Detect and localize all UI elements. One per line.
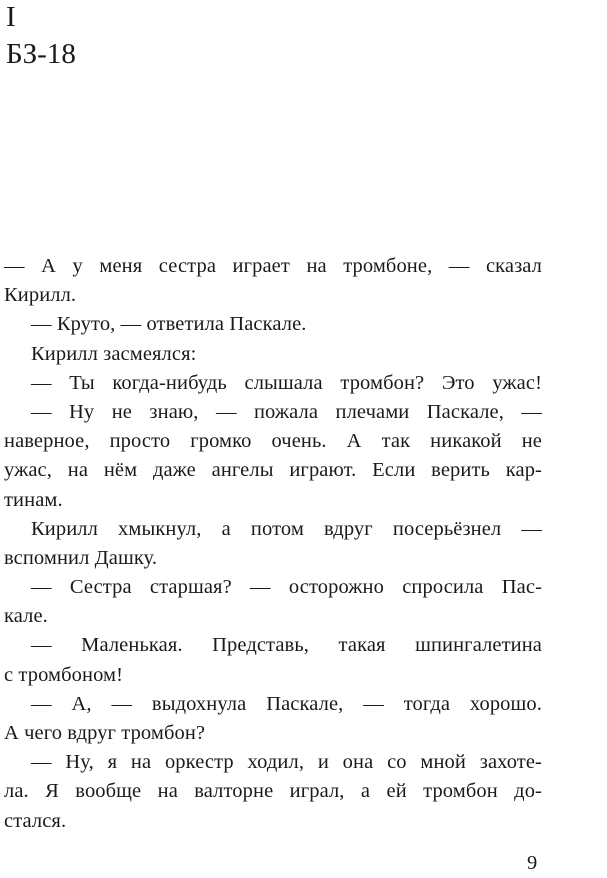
text-line: — Круто, — ответила Паскале. [31, 313, 307, 336]
text-line: ужас, на нём даже ангелы играют. Если верить кар- [4, 459, 542, 482]
text-line: — Ты когда-нибудь слышала тромбон? Это ужас! [31, 371, 542, 394]
text-line: вспомнил Дашку. [4, 546, 158, 569]
text-line: стался. [4, 809, 67, 832]
chapter-title: БЗ-18 [6, 38, 76, 70]
text-line: А чего вдруг тромбон? [4, 722, 206, 744]
body-text [4, 252, 542, 836]
page-number: 9 [527, 852, 538, 874]
text-line: — Ну, я на оркестр ходил, и она со мной захоте- [31, 751, 542, 774]
text-line: наверное, просто громко очень. А так никакой не [4, 430, 542, 453]
chapter-number: I [6, 1, 16, 33]
text-line: — Сестра старшая? — осторожно спросила Пас- [31, 576, 542, 599]
text-line: — А у меня сестра играет на тромбоне, — сказал [4, 255, 542, 277]
text-line: — Маленькая. Представь, такая шпингалетина [31, 634, 542, 657]
text-line: ла. Я вообще на валторне играл, а ей тромбон до- [4, 780, 542, 803]
text-line: — Ну не знаю, — пожала плечами Паскале, — [31, 400, 542, 423]
text-line: Кирилл хмыкнул, а потом вдруг посерьёзнел — [31, 517, 542, 540]
text-line: — А, — выдохнула Паскале, — тогда хорошо. [31, 692, 542, 715]
text-line: тинам. [4, 488, 63, 511]
text-line: Кирилл засмеялся: [31, 342, 197, 365]
text-line: с тромбоном! [4, 663, 124, 686]
text-line: Кирилл. [4, 284, 77, 307]
text-line: кале. [4, 605, 48, 628]
